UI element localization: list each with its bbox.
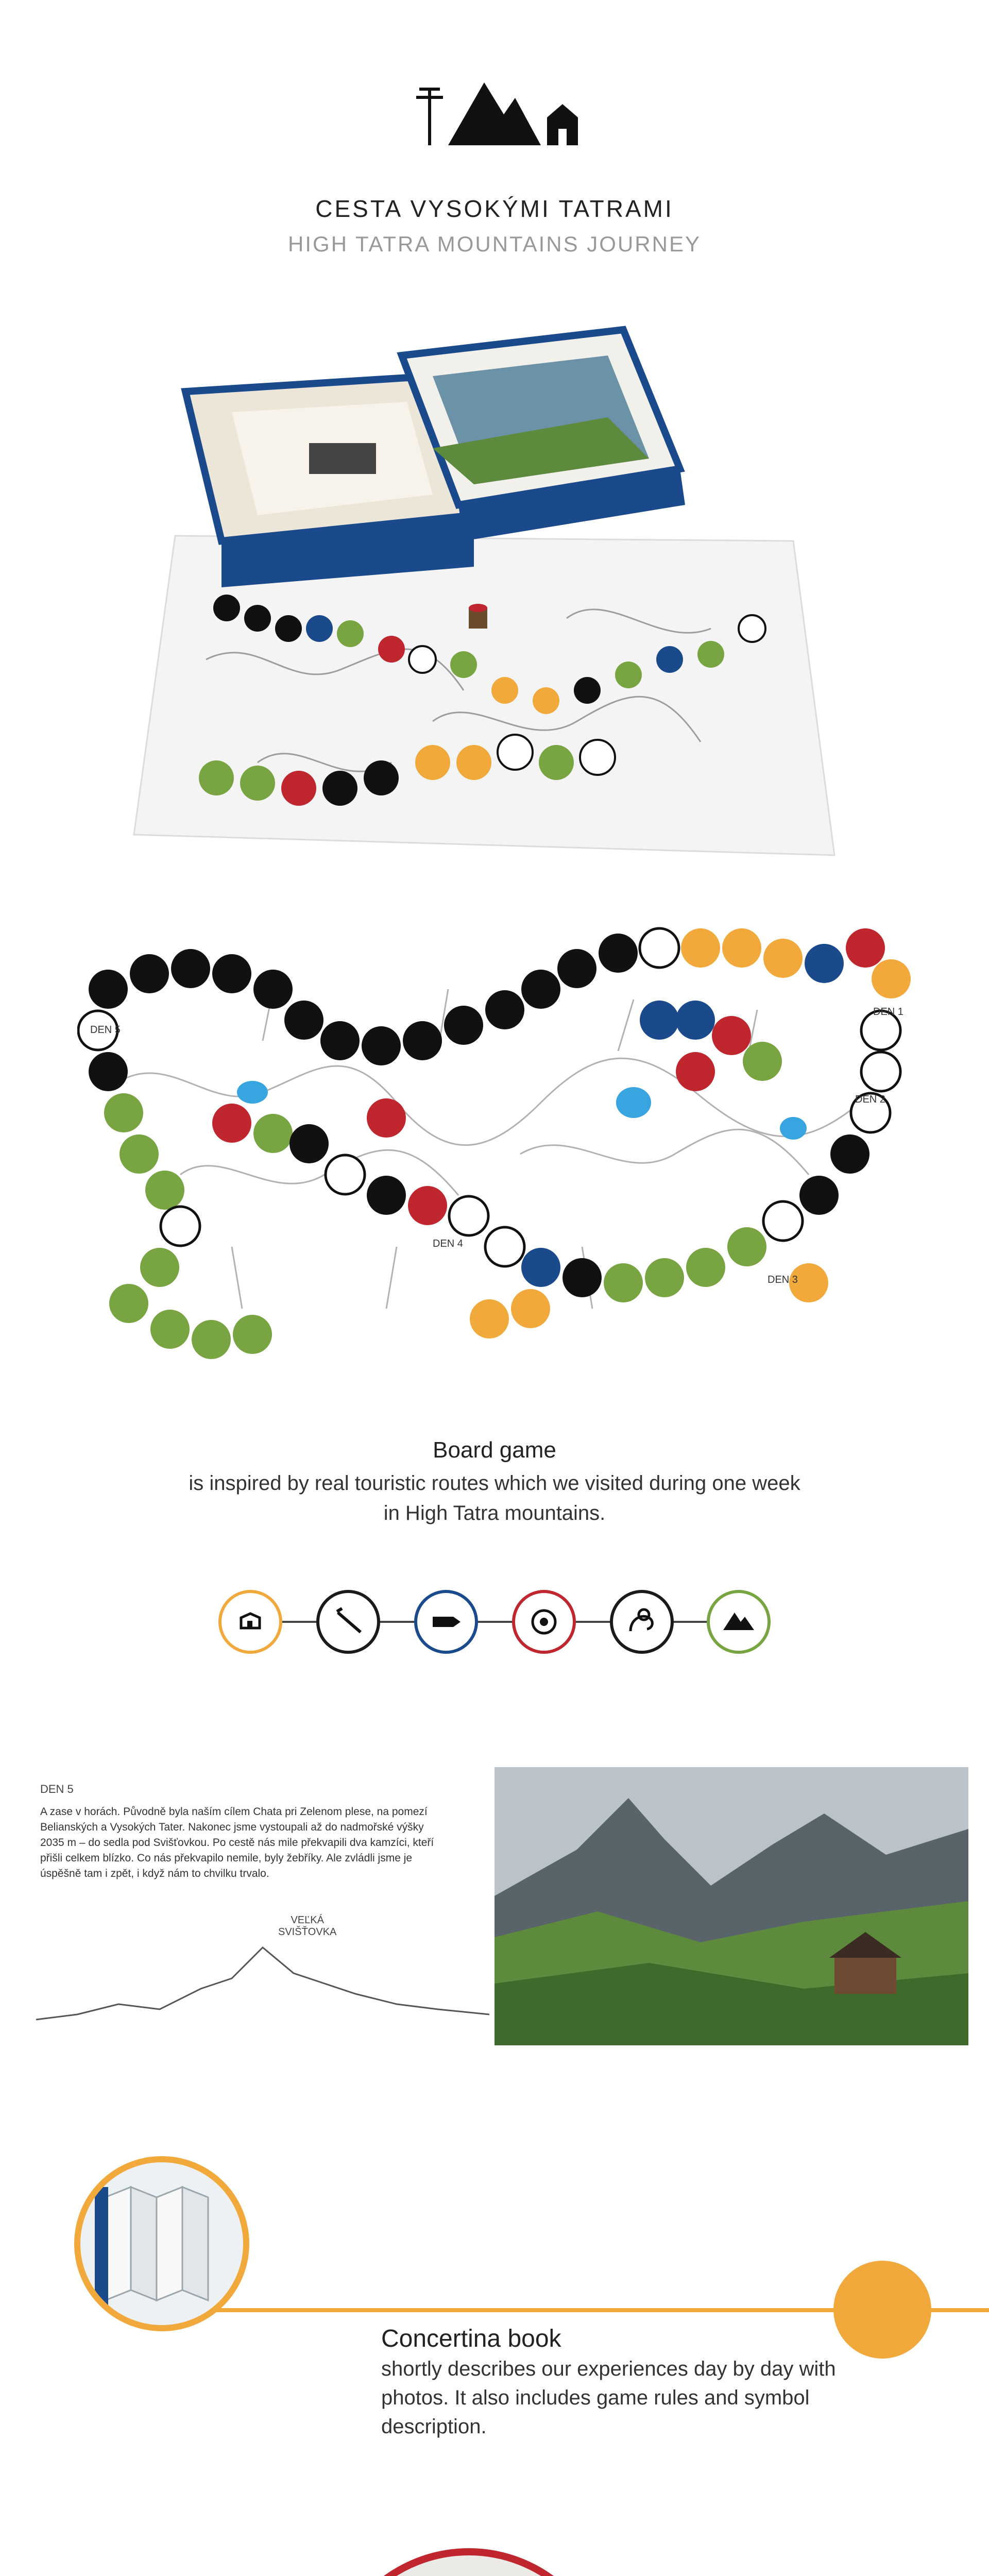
path-middle [212, 1011, 900, 1302]
day-label-4: DEN 4 [433, 1238, 463, 1249]
feature-concertina-title: Concertina book [381, 2325, 561, 2352]
symbol-connector-line [218, 1621, 771, 1623]
logo [402, 77, 587, 149]
peak-label-line-2: SVIŠŤOVKA [278, 1926, 337, 1938]
mountain-profile [36, 1917, 489, 2030]
mountains-icon [448, 82, 541, 145]
title-english: HIGH TATRA MOUNTAINS JOURNEY [288, 232, 701, 256]
hut-icon [221, 1593, 279, 1651]
peak-symbol [707, 1590, 771, 1654]
target-symbol [512, 1590, 576, 1654]
peak-icon [710, 1593, 768, 1651]
house-icon [547, 104, 578, 145]
feature-concertina-desc [381, 2354, 896, 2441]
day-label-1: DEN 1 [873, 1006, 903, 1018]
feature-concertina-desc-line-1: shortly describes our experiences day by day with [381, 2358, 836, 2380]
book-day-heading: DEN 5 [40, 1783, 74, 1795]
target-icon [515, 1593, 573, 1651]
chamois-icon [613, 1593, 671, 1651]
feature-wooden-photo [325, 2548, 613, 2576]
feature-concertina-desc-line-2: photos. It also includes game rules and symbol [381, 2386, 810, 2409]
day-label-3: DEN 3 [768, 1274, 798, 1285]
chamois-symbol [610, 1590, 674, 1654]
title-slovak: CESTA VYSOKÝMI TATRAMI [315, 195, 674, 222]
signpost-icon [417, 1593, 475, 1651]
day-label-5: DEN 5 [90, 1024, 121, 1036]
feature-concertina-dot [833, 2261, 931, 2359]
path-left [78, 1011, 272, 1359]
book-page [36, 1783, 489, 2050]
day-label-2: DEN 2 [855, 1094, 885, 1105]
board-game-description-line-1: is inspired by real touristic routes which we visited during one week [189, 1472, 800, 1495]
hut-symbol [218, 1590, 282, 1654]
peak-label [278, 1914, 336, 1938]
board-game-description [0, 1468, 989, 1528]
product-photo [103, 299, 907, 876]
board-map [77, 886, 912, 1381]
tree-icon [416, 88, 443, 145]
feature-concertina-desc-line-3: description. [381, 2415, 487, 2438]
hiking-pole-symbol [316, 1590, 380, 1654]
book-text: A zase v horách. Původně byla naším cílem Chata pri Zelenom plese, na pomezí Belianských a Vysokých Tater. Nakonec jsme vystoupali až do nadmořské výšky 2035 m – do sedla pod Svišťovkou. Po cestě nás mile překvapili dva kamzíci, kteří přišli celkem blízko. Co nás překvapilo nemile, byly žebříky. Ale zvládli jsme je úspěšně tam i zpět, i když nám to chvilku trvalo. [40, 1806, 434, 1879]
signpost-symbol [414, 1590, 478, 1654]
feature-concertina-photo [74, 2156, 249, 2331]
path-top [89, 928, 911, 1065]
peak-label-line-1: VEĽKÁ [291, 1914, 324, 1926]
board-game-description-line-2: in High Tatra mountains. [383, 1502, 606, 1524]
board-game-heading: Board game [433, 1437, 556, 1463]
hiking-pole-icon [319, 1593, 377, 1651]
mountain-photo [494, 1767, 968, 2045]
symbol-row [218, 1590, 771, 1654]
